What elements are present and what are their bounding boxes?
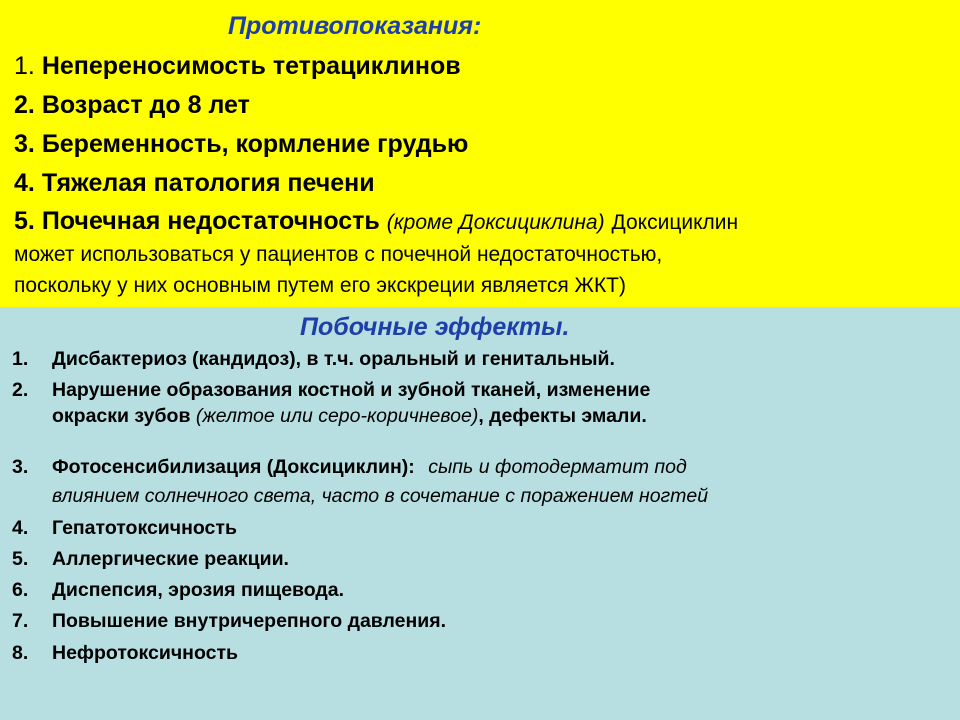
item-number: 1. — [14, 52, 35, 80]
item-note: (кроме Доксициклина) — [386, 211, 605, 234]
side-effect-item-continuation — [52, 405, 647, 428]
item-note: (желтое или серо-коричневое) — [195, 405, 479, 427]
side-effect-item: Нарушение образования костной и зубной тканей, изменение — [52, 379, 651, 401]
item-text: Тяжелая патология печени — [41, 169, 375, 197]
item-text: Беременность, кормление грудью — [41, 130, 469, 158]
item-number: 3. — [14, 130, 35, 158]
item-number: 5. — [14, 207, 35, 235]
side-effect-item: Повышение внутричерепного давления. — [52, 610, 447, 632]
contraindication-item — [14, 207, 738, 236]
contraindications-title: Противопоказания: — [228, 12, 482, 40]
item-number: 4. — [12, 517, 29, 539]
side-effect-item — [52, 456, 687, 479]
item-number: 1. — [12, 348, 29, 370]
side-effect-item: Дисбактериоз (кандидоз), в т.ч. оральный и генитальный. — [52, 348, 615, 370]
side-effect-item-continuation — [52, 485, 708, 508]
item-note: сыпь и фотодерматит под — [428, 456, 687, 478]
item-text: Непереносимость тетрациклинов — [41, 52, 461, 80]
item-note: влиянием солнечного света, часто в сочетание с поражением ногтей — [52, 485, 709, 507]
item-number: 7. — [12, 610, 29, 632]
continuation-line: может использоваться у пациентов с почечной недостаточностью, — [14, 243, 663, 266]
item-number: 3. — [12, 456, 29, 478]
item-number: 5. — [12, 548, 29, 570]
side-effects-title: Побочные эффекты. — [300, 313, 570, 341]
side-effect-item: Аллергические реакции. — [52, 548, 289, 570]
item-number: 8. — [12, 642, 29, 664]
contraindication-item — [14, 91, 250, 120]
item-number: 2. — [12, 379, 29, 401]
side-effect-item: Диспепсия, эрозия пищевода. — [52, 579, 345, 601]
side-effect-item: Нефротоксичность — [52, 642, 239, 664]
contraindication-item — [14, 52, 461, 81]
contraindication-item — [14, 130, 468, 159]
continuation-line: поскольку у них основным путем его экскреции является ЖКТ) — [14, 274, 627, 297]
item-tail: Доксициклин — [611, 211, 739, 234]
contraindication-item — [14, 169, 375, 198]
item-number: 4. — [14, 169, 35, 197]
item-text: Возраст до 8 лет — [41, 91, 250, 119]
item-number: 2. — [14, 91, 35, 119]
item-tail: , дефекты эмали. — [478, 405, 647, 427]
item-text: Почечная недостаточность — [41, 207, 380, 235]
item-number: 6. — [12, 579, 29, 601]
side-effect-item: Гепатотоксичность — [52, 517, 237, 539]
item-text: окраски зубов — [52, 405, 191, 427]
item-text: Фотосенсибилизация (Доксициклин): — [52, 456, 415, 478]
